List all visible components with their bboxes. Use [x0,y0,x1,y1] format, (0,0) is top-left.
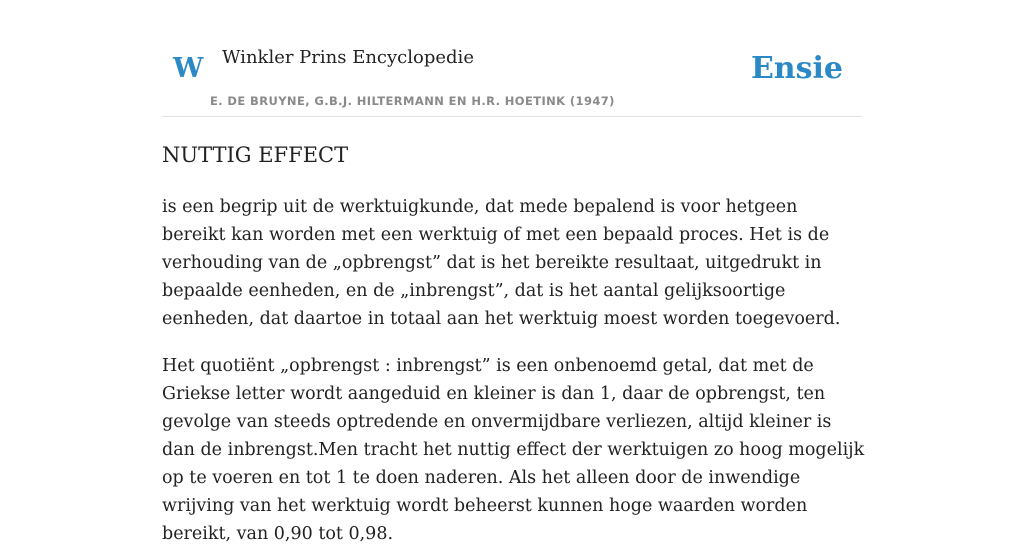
article-paragraph-2: Het quotiënt „opbrengst : inbrengst” is een onbenoemd getal, dat met de Griekse letter wordt aangeduid en kleiner is dan 1, daar de opbrengst, ten gevolge van steeds optredende en onvermijdbare verliezen, altijd kleiner is dan de inbrengst.Men tracht het nuttig effect der werktuigen zo hoog mogelijk op te voeren en tot 1 te doen naderen. Als het alleen door de inwendige wrijving van het werktuig wordt beheerst kunnen hoge waarden worden bereikt, van 0,90 tot 0,98. [162,356,865,544]
winkler-prins-logo[interactable]: W [173,53,204,84]
article-title: NUTTIG EFFECT [162,143,349,167]
authors-line: E. DE BRUYNE, G.B.J. HILTERMANN EN H.R. HOETINK (1947) [210,94,615,108]
publication-title[interactable]: Winkler Prins Encyclopedie [222,47,474,68]
article-paragraph-1: is een begrip uit de werktuigkunde, dat mede bepalend is voor hetgeen bereikt kan worden met een werktuig of met een bepaald proces. Het is de verhouding van de „opbrengst” dat is het bereikte resultaat, uitgedrukt in bepaalde eenheden, en de „inbrengst”, dat is het aantal gelijksoortige eenheden, dat daartoe in totaal aan het werktuig moest worden toegevoerd. [162,197,841,329]
article [162,139,866,548]
ensie-logo[interactable]: Ensie [750,51,843,86]
encyclopedia-header [162,0,862,117]
